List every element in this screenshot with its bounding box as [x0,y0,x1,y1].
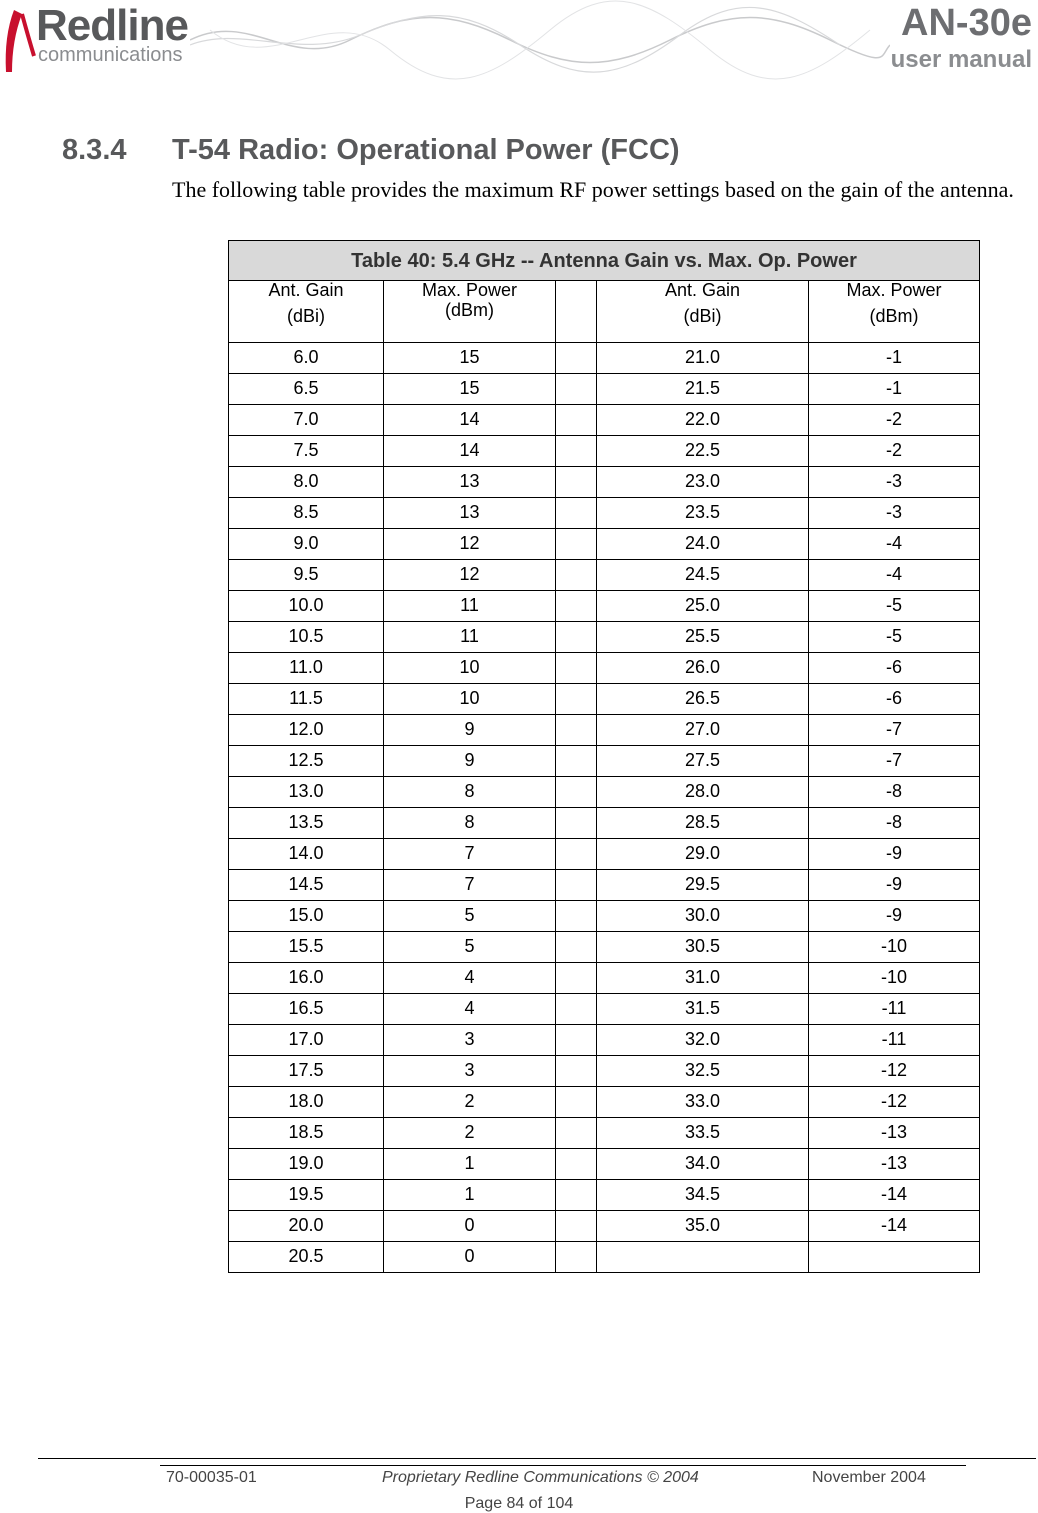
table-cell: 33.5 [597,1118,809,1149]
table-row [229,963,980,994]
table-cell: 20.0 [229,1211,384,1242]
table-cell: 8 [384,777,556,808]
table-cell: -1 [809,374,980,405]
signal-wave-decoration-icon [190,0,890,90]
footer-page-number: Page 84 of 104 [464,1495,574,1512]
table-cell: 3 [384,1056,556,1087]
table-cell: 19.5 [229,1180,384,1211]
table-cell: 12.5 [229,746,384,777]
table-cell: 20.5 [229,1242,384,1273]
table-row [229,591,980,622]
table-cell: -14 [809,1180,980,1211]
table-cell: 7.0 [229,405,384,436]
footer-date: November 2004 [812,1469,926,1486]
table-row [229,1056,980,1087]
table-cell [556,994,597,1025]
table-cell: -9 [809,901,980,932]
table-cell: 7.5 [229,436,384,467]
table-cell: -4 [809,529,980,560]
table-cell [809,1242,980,1273]
table-cell [556,870,597,901]
footer-doc-number: 70-00035-01 [166,1469,257,1486]
table-cell: -13 [809,1149,980,1180]
table-cell: 27.0 [597,715,809,746]
table-cell: 33.0 [597,1087,809,1118]
table-cell: 11 [384,622,556,653]
table-cell: 12.0 [229,715,384,746]
table-cell: 23.5 [597,498,809,529]
table-cell: 14.5 [229,870,384,901]
table-row [229,684,980,715]
table-row [229,653,980,684]
table-cell: 5 [384,901,556,932]
table-cell: -2 [809,405,980,436]
table-row [229,777,980,808]
table-cell: -11 [809,1025,980,1056]
table-cell [556,901,597,932]
redline-logo-icon [0,6,40,76]
table-cell: 0 [384,1211,556,1242]
table-cell: 28.5 [597,808,809,839]
table-cell: 21.0 [597,343,809,374]
table-row [229,1242,980,1273]
table-cell [556,591,597,622]
table-cell: 29.5 [597,870,809,901]
table-cell: 13.5 [229,808,384,839]
table-cell: -6 [809,684,980,715]
table-row [229,1149,980,1180]
table-cell [556,1211,597,1242]
table-cell: 34.0 [597,1149,809,1180]
table-cell: 9 [384,746,556,777]
table-cell [556,1149,597,1180]
table-cell: -1 [809,343,980,374]
table-row [229,715,980,746]
table-cell [597,1242,809,1273]
table-cell [556,1025,597,1056]
antenna-gain-table [228,240,980,1273]
table-cell: 14 [384,405,556,436]
table-cell: -5 [809,591,980,622]
table-cell: 11 [384,591,556,622]
table-cell: 16.0 [229,963,384,994]
table-cell: 17.0 [229,1025,384,1056]
footer-divider [38,1458,1036,1459]
table-row [229,498,980,529]
table-cell: 28.0 [597,777,809,808]
table-row [229,839,980,870]
table-cell [556,529,597,560]
table-cell: -2 [809,436,980,467]
table-row [229,343,980,374]
table-cell: -5 [809,622,980,653]
table-cell: 21.5 [597,374,809,405]
table-cell: 13.0 [229,777,384,808]
table-cell: 14.0 [229,839,384,870]
table-cell [556,405,597,436]
table-cell: -9 [809,839,980,870]
table-row [229,1118,980,1149]
table-cell: 23.0 [597,467,809,498]
table-cell: 14 [384,436,556,467]
table-cell: 15 [384,343,556,374]
table-cell: 1 [384,1180,556,1211]
table-cell: 25.0 [597,591,809,622]
table-cell [556,374,597,405]
table-cell: 25.5 [597,622,809,653]
table-cell: 8.0 [229,467,384,498]
table-cell: 15 [384,374,556,405]
table-cell: -4 [809,560,980,591]
table-cell: 0 [384,1242,556,1273]
table-cell: 7 [384,870,556,901]
table-cell: 18.0 [229,1087,384,1118]
logo-subtitle: communications [38,44,183,66]
table-cell: 16.5 [229,994,384,1025]
table-cell [556,932,597,963]
table-header-row [229,281,980,343]
table-cell: 2 [384,1118,556,1149]
table-cell: -10 [809,932,980,963]
table-cell: 32.5 [597,1056,809,1087]
table-cell [556,436,597,467]
table-cell: 22.0 [597,405,809,436]
table-cell: 9.0 [229,529,384,560]
table-cell [556,1118,597,1149]
table-row [229,405,980,436]
table-cell [556,653,597,684]
table-cell: 24.5 [597,560,809,591]
table-cell: 10.5 [229,622,384,653]
table-cell: 29.0 [597,839,809,870]
table-cell: 31.0 [597,963,809,994]
table-cell: 9.5 [229,560,384,591]
table-cell: 32.0 [597,1025,809,1056]
table-cell [556,715,597,746]
table-cell: -14 [809,1211,980,1242]
table-cell: 10.0 [229,591,384,622]
table-cell [556,746,597,777]
table-cell: 11.0 [229,653,384,684]
table-cell: 34.5 [597,1180,809,1211]
table-cell: 26.0 [597,653,809,684]
table-row [229,560,980,591]
table-cell: 18.5 [229,1118,384,1149]
table-row [229,1211,980,1242]
table-cell: -6 [809,653,980,684]
table-cell: 22.5 [597,436,809,467]
footer-copyright: Proprietary Redline Communications © 2004 [382,1469,699,1486]
table-cell: -13 [809,1118,980,1149]
table-cell: 5 [384,932,556,963]
table-cell: 2 [384,1087,556,1118]
table-cell: 10 [384,684,556,715]
table-cell: -3 [809,498,980,529]
table-cell: -9 [809,870,980,901]
table-row [229,622,980,653]
table-cell [556,1087,597,1118]
page-header [0,0,1038,100]
product-subtitle: user manual [890,46,1032,73]
table-cell: -8 [809,808,980,839]
table-cell: -12 [809,1056,980,1087]
table-row [229,808,980,839]
table-cell: 15.5 [229,932,384,963]
table-cell: -8 [809,777,980,808]
table-cell: 6.5 [229,374,384,405]
table-cell: 31.5 [597,994,809,1025]
table-cell [556,467,597,498]
table-cell: 4 [384,994,556,1025]
table-cell: 8.5 [229,498,384,529]
table-cell: 7 [384,839,556,870]
product-name: AN-30e [901,2,1032,44]
table-cell: -10 [809,963,980,994]
table-cell: 30.5 [597,932,809,963]
table-cell: 12 [384,560,556,591]
table-cell: 6.0 [229,343,384,374]
table-caption: Table 40: 5.4 GHz -- Antenna Gain vs. Max. Op. Power [229,241,980,281]
column-header: Ant. Gain (dBi) [597,281,809,343]
table-row [229,529,980,560]
footer-divider [160,1465,966,1466]
table-cell: 12 [384,529,556,560]
column-header: Max. Power (dBm) [384,281,556,343]
table-cell: 4 [384,963,556,994]
table-cell: 15.0 [229,901,384,932]
table-row [229,901,980,932]
column-header: Ant. Gain (dBi) [229,281,384,343]
table-row [229,932,980,963]
table-row [229,436,980,467]
table-cell: 35.0 [597,1211,809,1242]
table-row [229,746,980,777]
section-heading [62,133,680,168]
column-header: Max. Power (dBm) [809,281,980,343]
table-cell [556,622,597,653]
column-header-spacer [556,281,597,343]
table-cell: 17.5 [229,1056,384,1087]
table-cell: 10 [384,653,556,684]
table-row [229,994,980,1025]
table-cell: -11 [809,994,980,1025]
table-row [229,1180,980,1211]
table-cell [556,1056,597,1087]
table-cell [556,777,597,808]
table-cell: 9 [384,715,556,746]
table-cell: -3 [809,467,980,498]
table-cell [556,1242,597,1273]
table-row [229,1025,980,1056]
table-cell [556,498,597,529]
table-cell: 8 [384,808,556,839]
table-row [229,870,980,901]
table-cell: 19.0 [229,1149,384,1180]
table-cell [556,963,597,994]
table-cell: 13 [384,467,556,498]
table-cell: 30.0 [597,901,809,932]
table-cell [556,684,597,715]
table-body [229,343,980,1273]
table-cell [556,839,597,870]
logo-wordmark: Redline [36,1,188,50]
table-row [229,374,980,405]
table-row [229,1087,980,1118]
table-row [229,467,980,498]
table-cell: 13 [384,498,556,529]
table-cell: 27.5 [597,746,809,777]
table-cell: 24.0 [597,529,809,560]
table-cell [556,560,597,591]
table-cell [556,1180,597,1211]
table-cell [556,343,597,374]
table-cell: -7 [809,715,980,746]
table-cell: 3 [384,1025,556,1056]
table-cell: 1 [384,1149,556,1180]
table-cell: 26.5 [597,684,809,715]
table-cell: 11.5 [229,684,384,715]
table-cell [556,808,597,839]
table-cell: -12 [809,1087,980,1118]
table-cell: -7 [809,746,980,777]
section-number: 8.3.4 [62,134,127,166]
intro-paragraph: The following table provides the maximum RF power settings based on the gain of the antenna. [172,177,1014,202]
section-title: T-54 Radio: Operational Power (FCC) [172,134,680,166]
